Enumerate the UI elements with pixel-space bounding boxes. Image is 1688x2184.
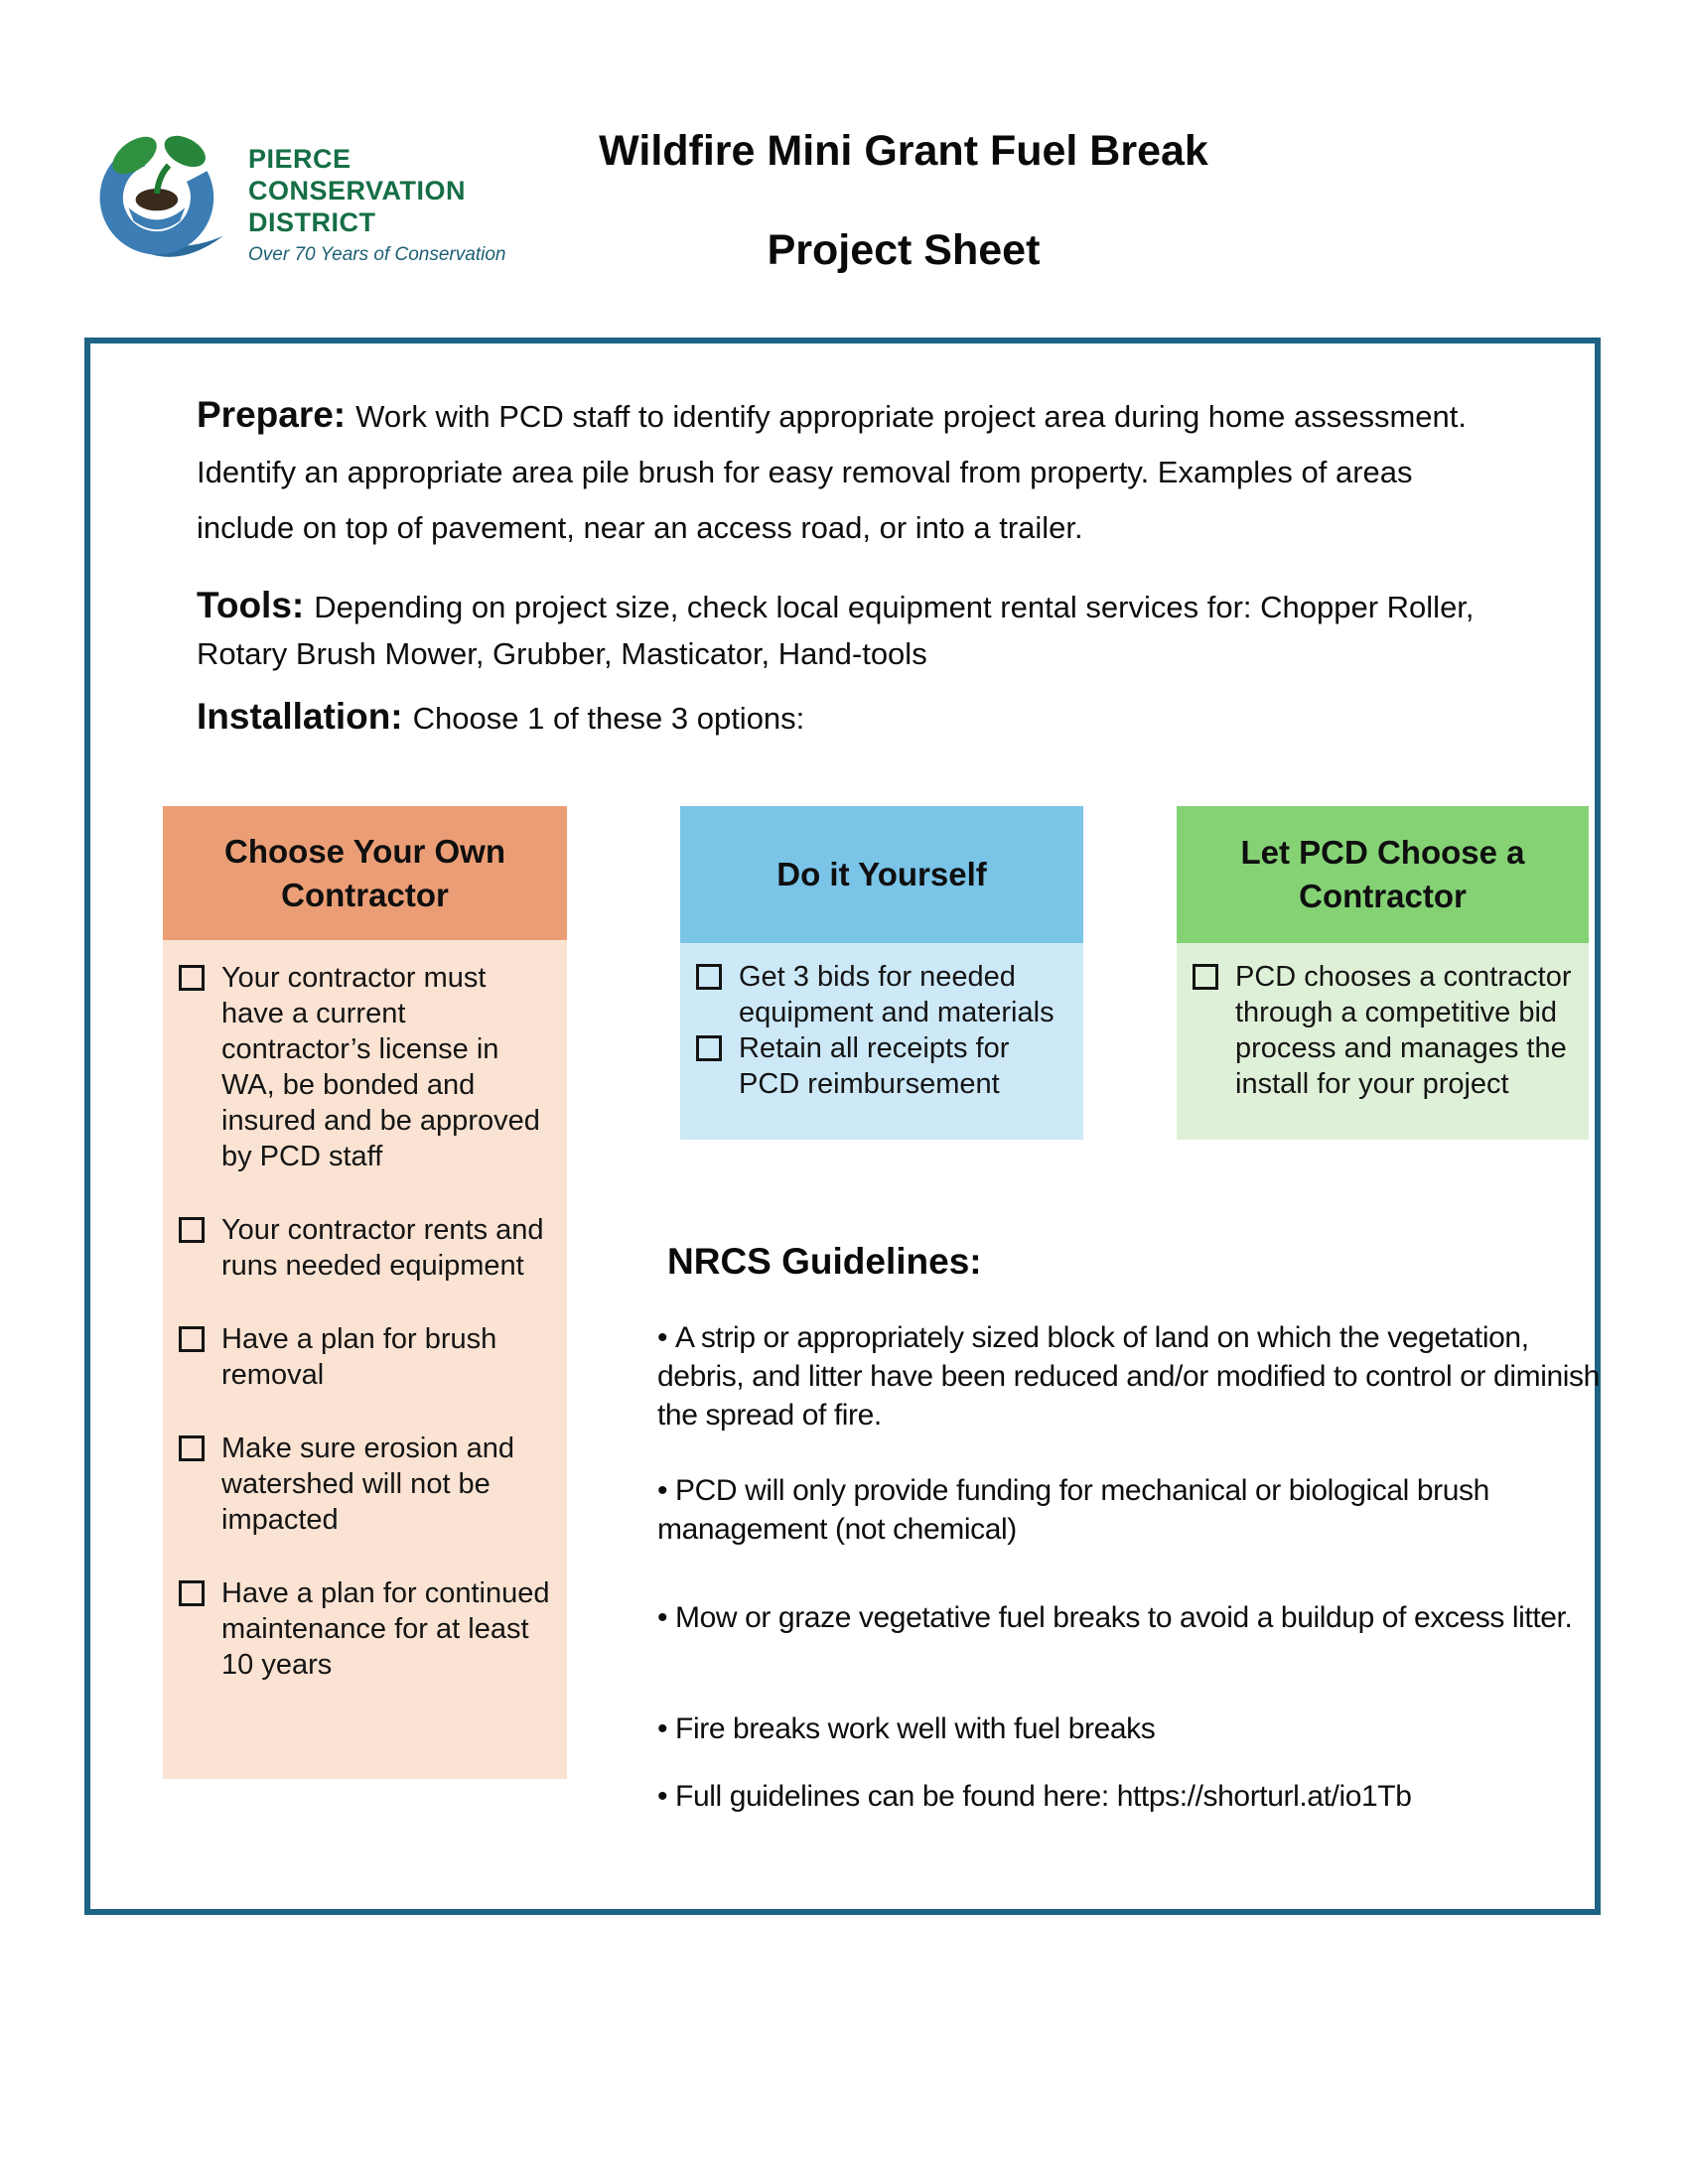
option-card-title: Choose Your Own Contractor (163, 806, 567, 940)
nrcs-bullet: • Fire breaks work well with fuel breaks (657, 1709, 1613, 1748)
checklist-item-text: Your contractor must have a current contractor’s license in WA, be bonded and insured and be approved by PCD staff (221, 962, 540, 1172)
checkbox[interactable] (179, 1217, 205, 1243)
nrcs-bullet: • Mow or graze vegetative fuel breaks to avoid a buildup of excess litter. (657, 1598, 1613, 1637)
checkbox[interactable] (179, 965, 205, 991)
tools-paragraph (197, 582, 1532, 677)
installation-paragraph (197, 695, 1527, 741)
logo-tagline: Over 70 Years of Conservation (248, 244, 506, 265)
nrcs-bullet: • Full guidelines can be found here: https://shorturl.at/io1Tb (657, 1777, 1613, 1816)
checkbox[interactable] (179, 1435, 205, 1461)
checklist-item (694, 959, 1071, 1030)
checklist-item (177, 1321, 551, 1393)
option-card-choose-your-own-contractor (163, 806, 567, 1779)
checklist-item (694, 1030, 1071, 1102)
checklist-item (1191, 959, 1577, 1102)
checklist-item (177, 960, 551, 1174)
option-card-let-pcd-choose (1177, 806, 1589, 1140)
checklist-item (177, 1431, 551, 1538)
installation-text: Choose 1 of these 3 options: (412, 701, 805, 736)
prepare-label: Prepare: (197, 394, 347, 435)
option-card-checklist (163, 940, 567, 1779)
nrcs-guidelines-title: NRCS Guidelines: (667, 1241, 982, 1282)
checklist-item-text: Retain all receipts for PCD reimbursement (739, 1032, 1010, 1100)
checklist-item-text: Your contractor rents and runs needed equipment (221, 1214, 544, 1282)
option-card-title: Let PCD Choose a Contractor (1177, 806, 1589, 943)
checklist-item-text: Get 3 bids for needed equipment and materials (739, 961, 1055, 1028)
prepare-text: Work with PCD staff to identify appropriate project area during home assessment. Identify an appropriate area pile brush for easy removal from property. Examples of areas include on top of pavement, near an access road, or into a trailer. (197, 399, 1467, 545)
checkbox[interactable] (696, 964, 722, 990)
checkbox[interactable] (1193, 964, 1218, 990)
checklist-item-text: Make sure erosion and watershed will not be impacted (221, 1433, 514, 1536)
pcd-logo-icon (94, 119, 235, 260)
checklist-item (177, 1575, 551, 1683)
nrcs-bullet: • A strip or appropriately sized block of land on which the vegetation, debris, and litter have been reduced and/or modified to control or diminish the spread of fire. (657, 1318, 1613, 1434)
checkbox[interactable] (179, 1580, 205, 1606)
logo-name-line3: DISTRICT (248, 207, 376, 237)
installation-label: Installation: (197, 696, 403, 737)
checklist-item-text: Have a plan for continued maintenance for at least 10 years (221, 1577, 550, 1681)
option-card-checklist (680, 943, 1083, 1140)
document-title: Wildfire Mini Grant Fuel Break (599, 127, 1208, 175)
checklist-item (177, 1212, 551, 1284)
logo-name-line2: CONSERVATION (248, 176, 467, 205)
tools-label: Tools: (197, 585, 305, 625)
checklist-item-text: PCD chooses a contractor through a competitive bid process and manages the install for your project (1235, 961, 1572, 1100)
prepare-paragraph (197, 387, 1507, 556)
document-subtitle: Project Sheet (767, 226, 1041, 274)
option-card-title: Do it Yourself (680, 806, 1083, 943)
logo-name-line1: PIERCE (248, 144, 352, 174)
nrcs-bullet: • PCD will only provide funding for mechanical or biological brush management (not chemical) (657, 1471, 1613, 1549)
tools-text: Depending on project size, check local equipment rental services for: Chopper Roller, Rotary Brush Mower, Grubber, Masticator, Hand-tools (197, 590, 1475, 671)
checkbox[interactable] (696, 1035, 722, 1061)
checkbox[interactable] (179, 1326, 205, 1352)
option-card-checklist (1177, 943, 1589, 1140)
checklist-item-text: Have a plan for brush removal (221, 1323, 497, 1391)
option-card-do-it-yourself (680, 806, 1083, 1140)
